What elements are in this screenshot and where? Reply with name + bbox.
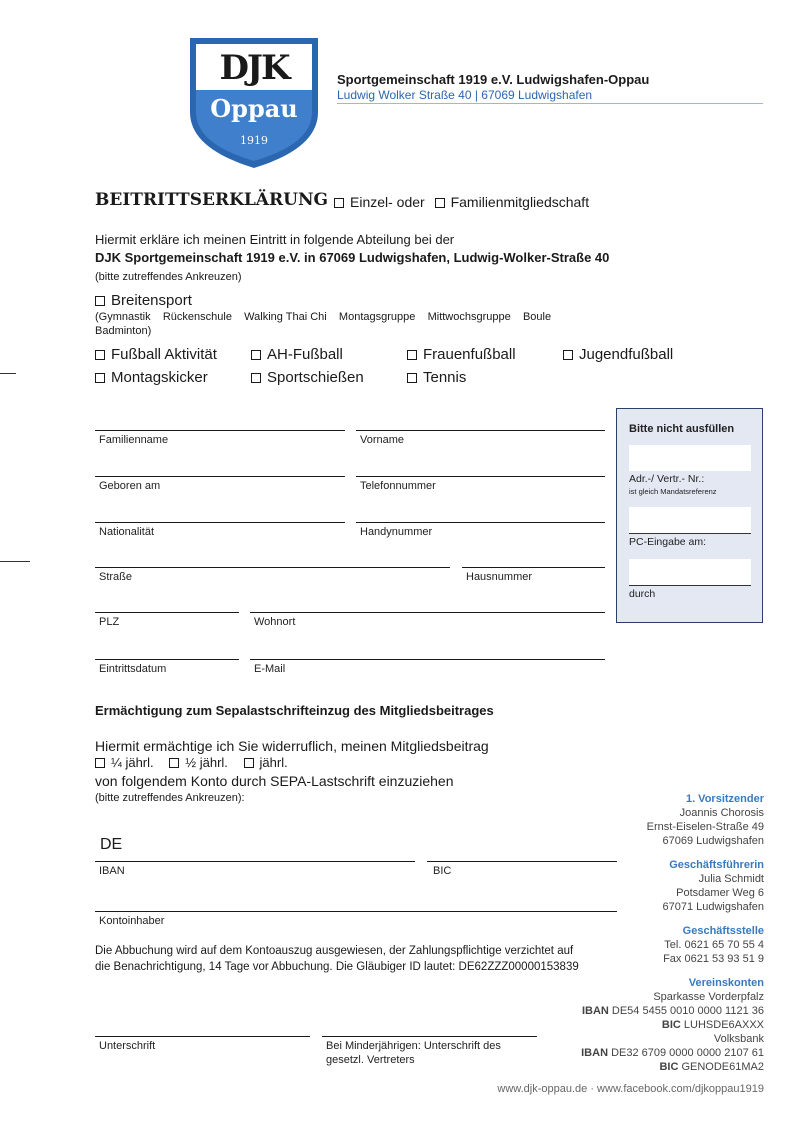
vorname-field[interactable] [356, 430, 605, 431]
dept-sportschiessen-label: Sportschießen [267, 369, 364, 386]
membership-type [334, 194, 589, 210]
notice-line-1: Die Abbuchung wird auf dem Kontoauszug ausgewiesen, der Zahlungspflichtige verzichtet auf [95, 945, 574, 957]
sepa-heading: Ermächtigung zum Sepalastschrifteinzug des Mitgliedsbeitrages [95, 703, 494, 718]
dept-ah-fussball[interactable] [251, 346, 343, 363]
notice-line-2: die Benachrichtigung, 14 Tage vor Abbuchung. Die Gläubiger ID lautet: DE62ZZZ00000153839 [95, 961, 579, 973]
dept-sportschiessen[interactable] [251, 369, 364, 386]
bank-2: Volksbank [713, 1033, 764, 1045]
office-box-title: Bitte nicht ausfüllen [629, 423, 735, 435]
office-field-2[interactable] [629, 507, 751, 534]
office-field-1[interactable] [629, 445, 751, 471]
option-family-label: Familienmitgliedschaft [450, 194, 590, 210]
eintritt-label: Eintrittsdatum [99, 663, 167, 675]
bic-2-label: BIC [659, 1061, 679, 1073]
logo-wordmark: DJK [219, 48, 289, 88]
office-use-box [616, 408, 763, 623]
option-single-label: Einzel- oder [350, 194, 425, 210]
sepa-line-3: (bitte zutreffendes Ankreuzen): [95, 792, 245, 804]
nationalitaet-field[interactable] [95, 522, 345, 523]
office-title: Geschäftsstelle [682, 925, 764, 937]
checkbox-half-yearly[interactable] [169, 758, 179, 768]
dept-ah-fussball-label: AH-Fußball [267, 346, 343, 363]
half-yearly-label: ½ jährl. [185, 755, 228, 770]
club-address: Ludwig Wolker Straße 40 | 67069 Ludwigshafen [337, 88, 593, 102]
gf-street: Potsdamer Weg 6 [676, 887, 764, 899]
iban-2: DE32 6709 0000 0000 2107 61 [611, 1047, 764, 1059]
dept-frauenfussball-label: Frauenfußball [423, 346, 516, 363]
checkbox-jugendfussball[interactable] [563, 350, 573, 360]
iban-field[interactable] [95, 861, 415, 862]
bic-2-line [581, 1060, 764, 1074]
strasse-label: Straße [99, 571, 133, 583]
iban-1-line [581, 1004, 764, 1018]
logo-name: Oppau [210, 94, 298, 123]
plz-label: PLZ [99, 616, 120, 628]
wohnort-label: Wohnort [254, 616, 296, 628]
checkbox-montagskicker[interactable] [95, 373, 105, 383]
club-name: Sportgemeinschaft 1919 e.V. Ludwigshafen-Oppau [337, 72, 650, 87]
dept-fussball-aktiv[interactable] [95, 346, 217, 363]
checkbox-breitensport[interactable] [95, 296, 105, 306]
iban-2-line [581, 1046, 764, 1060]
fold-mark [0, 561, 30, 562]
handy-label: Handynummer [360, 526, 433, 538]
office-adr-sub: ist gleich Mandatsreferenz [629, 487, 717, 496]
breitensport-sub-1: (Gymnastik Rückenschule Walking Thai Chi Montagsgruppe Mittwochsgruppe Boule [95, 311, 552, 323]
intro-line-2: DJK Sportgemeinschaft 1919 e.V. in 67069 Ludwigshafen, Ludwig-Wolker-Straße 40 [95, 250, 610, 265]
breitensport-sub-2: Badminton) [95, 325, 152, 337]
quarterly-label: ¼ jährl. [111, 755, 154, 770]
iban-1: DE54 5455 0010 0000 1121 36 [611, 1005, 764, 1017]
iban-label: IBAN [99, 865, 125, 877]
checkbox-tennis[interactable] [407, 373, 417, 383]
office-durch-label: durch [629, 588, 656, 600]
checkbox-single[interactable] [334, 198, 344, 208]
chair-city: 67069 Ludwigshafen [662, 835, 764, 847]
office-field-3[interactable] [629, 559, 751, 586]
handy-field[interactable] [356, 522, 605, 523]
signature-label: Unterschrift [99, 1040, 156, 1052]
kontoinhaber-field[interactable] [95, 911, 617, 912]
checkbox-fussball-aktiv[interactable] [95, 350, 105, 360]
sepa-frequency [95, 755, 288, 771]
sepa-line-2: von folgendem Konto durch SEPA-Lastschrift einzuziehen [95, 773, 454, 789]
signature-field[interactable] [95, 1036, 310, 1037]
checkbox-frauenfussball[interactable] [407, 350, 417, 360]
checkbox-ah-fussball[interactable] [251, 350, 261, 360]
strasse-field[interactable] [95, 567, 450, 568]
yearly-label: jährl. [259, 755, 288, 770]
guardian-signature-field[interactable] [322, 1036, 537, 1037]
geboren-label: Geboren am [99, 480, 161, 492]
guardian-label-2: gesetzl. Vertreters [326, 1054, 415, 1066]
familienname-field[interactable] [95, 430, 345, 431]
intro-line-3: (bitte zutreffendes Ankreuzen) [95, 271, 242, 283]
gf-name: Julia Schmidt [698, 873, 764, 885]
vorname-label: Vorname [360, 434, 405, 446]
checkbox-yearly[interactable] [244, 758, 254, 768]
dept-frauenfussball[interactable] [407, 346, 516, 363]
geboren-field[interactable] [95, 476, 345, 477]
contacts-block [581, 792, 764, 1074]
chair-street: Ernst-Eiselen-Straße 49 [646, 821, 764, 833]
chair-title: 1. Vorsitzender [685, 793, 764, 805]
office-adr-label: Adr.-/ Vertr.- Nr.: [629, 473, 705, 485]
dept-tennis[interactable] [407, 369, 466, 386]
dept-montagskicker[interactable] [95, 369, 208, 386]
iban-2-label: IBAN [581, 1047, 609, 1059]
bic-2: GENODE61MA2 [681, 1061, 764, 1073]
bic-1: LUHSDE6AXXX [683, 1019, 764, 1031]
guardian-label-1: Bei Minderjährigen: Unterschrift des [326, 1040, 501, 1052]
hausnummer-label: Hausnummer [466, 571, 533, 583]
office-tel: Tel. 0621 65 70 55 4 [664, 939, 764, 951]
telefon-label: Telefonnummer [360, 480, 436, 492]
chair-name: Joannis Chorosis [679, 807, 764, 819]
bic-label: BIC [433, 865, 452, 877]
checkbox-sportschiessen[interactable] [251, 373, 261, 383]
checkbox-quarterly[interactable] [95, 758, 105, 768]
eintritt-field[interactable] [95, 659, 239, 660]
header-rule [337, 103, 763, 104]
accounts-title: Vereinskonten [688, 977, 764, 989]
email-field[interactable] [250, 659, 605, 660]
plz-field[interactable] [95, 612, 239, 613]
checkbox-family[interactable] [435, 198, 445, 208]
bic-1-line [581, 1018, 764, 1032]
dept-fussball-aktiv-label: Fußball Aktivität [111, 346, 217, 363]
gf-title: Geschäftsführerin [669, 859, 764, 871]
sepa-line-1: Hiermit ermächtige ich Sie widerruflich, meinen Mitgliedsbeitrag [95, 738, 489, 754]
dept-jugendfussball-label: Jugendfußball [579, 346, 674, 363]
dept-breitensport[interactable] [95, 292, 192, 309]
gf-city: 67071 Ludwigshafen [662, 901, 764, 913]
club-logo [186, 34, 322, 170]
wohnort-field[interactable] [250, 612, 605, 613]
office-fax: Fax 0621 53 93 51 9 [663, 953, 764, 965]
dept-jugendfussball[interactable] [563, 346, 673, 363]
familienname-label: Familienname [99, 434, 169, 446]
telefon-field[interactable] [356, 476, 605, 477]
bank-1: Sparkasse Vorderpfalz [653, 991, 764, 1003]
office-pc-label: PC-Eingabe am: [629, 536, 707, 548]
dept-tennis-label: Tennis [423, 369, 467, 386]
bic-1-label: BIC [661, 1019, 681, 1031]
dept-breitensport-label: Breitensport [111, 292, 192, 309]
email-label: E-Mail [254, 663, 286, 675]
kontoinhaber-label: Kontoinhaber [99, 915, 165, 927]
intro-line-1: Hiermit erkläre ich meinen Eintritt in folgende Abteilung bei der [95, 232, 455, 247]
form-title: BEITRITTSERKLÄRUNG [95, 190, 328, 210]
logo-year: 1919 [240, 134, 268, 147]
hausnummer-field[interactable] [462, 567, 605, 568]
iban-1-label: IBAN [581, 1005, 609, 1017]
dept-montagskicker-label: Montagskicker [111, 369, 208, 386]
nationalitaet-label: Nationalität [99, 526, 155, 538]
iban-prefix: DE [100, 836, 123, 853]
footer-web[interactable]: www.djk-oppau.de · www.facebook.com/djkoppau1919 [497, 1083, 764, 1095]
fold-mark [0, 373, 16, 374]
